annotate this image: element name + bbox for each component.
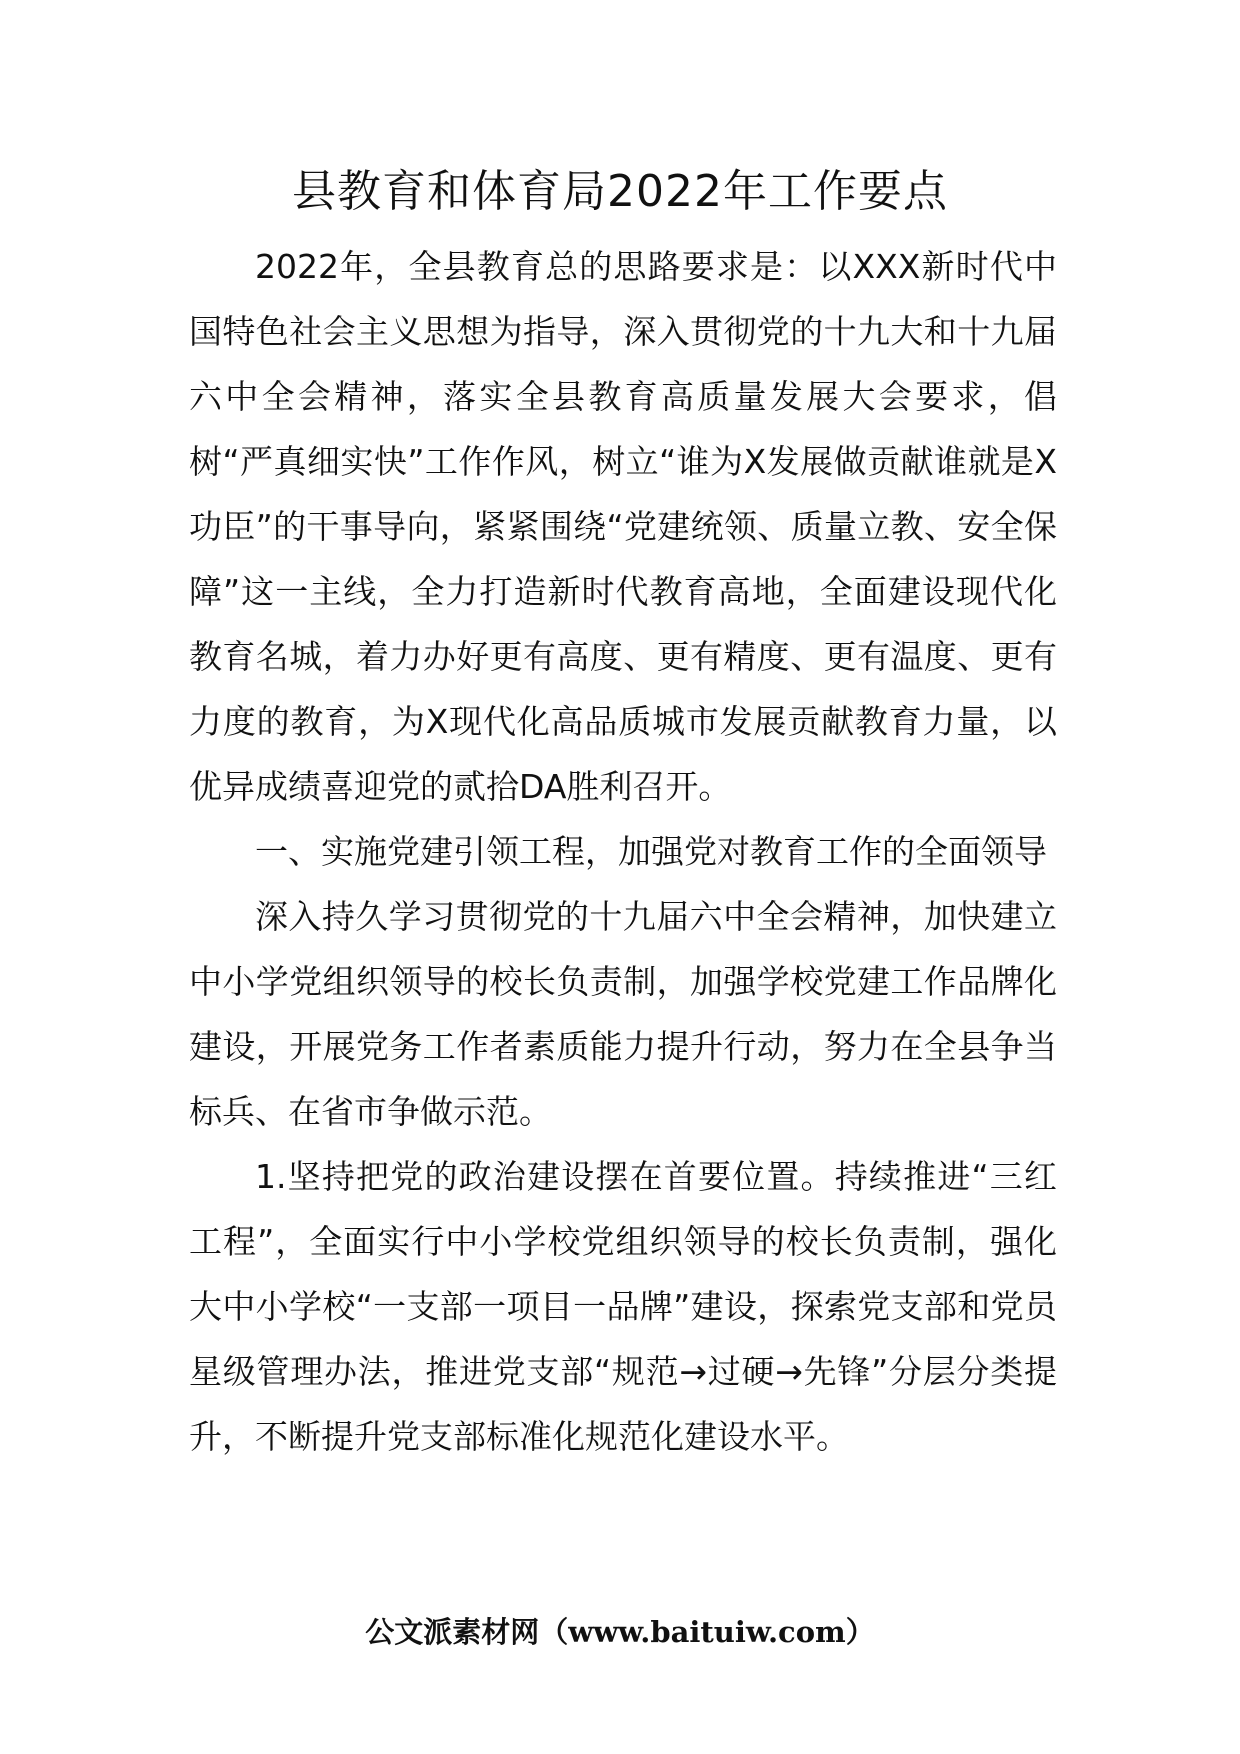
- document-body: [189, 234, 1057, 1469]
- document-title: 县教育和体育局2022年工作要点: [292, 166, 948, 217]
- item-paragraph-1: 1.坚持把党的政治建设摆在首要位置。持续推进“三红工程”，全面实行中小学校党组织领导的校长负责制，强化大中小学校“一支部一项目一品牌”建设，探索党支部和党员星级管理办法，推进党支部“规范→过硬→先锋”分层分类提升，不断提升党支部标准化规范化建设水平。: [189, 1157, 1057, 1456]
- intro-paragraph: 2022年，全县教育总的思路要求是：以XXX新时代中国特色社会主义思想为指导，深入贯彻党的十九大和十九届六中全会精神，落实全县教育高质量发展大会要求，倡树“严真细实快”工作作风，树立“谁为X发展做贡献谁就是X功臣”的干事导向，紧紧围绕“党建统领、质量立教、安全保障”这一主线，全力打造新时代教育高地，全面建设现代化教育名城，着力办好更有高度、更有精度、更有温度、更有力度的教育，为X现代化高品质城市发展贡献教育力量，以优异成绩喜迎党的贰拾DA胜利召开。: [189, 247, 1057, 806]
- section-heading-1: 一、实施党建引领工程，加强党对教育工作的全面领导: [255, 832, 1047, 871]
- footer-watermark: 公文派素材网（www.baituiw.com）: [365, 1615, 875, 1649]
- section-paragraph: 深入持久学习贯彻党的十九届六中全会精神，加快建立中小学党组织领导的校长负责制，加强学校党建工作品牌化建设，开展党务工作者素质能力提升行动，努力在全县争当标兵、在省市争做示范。: [189, 897, 1057, 1131]
